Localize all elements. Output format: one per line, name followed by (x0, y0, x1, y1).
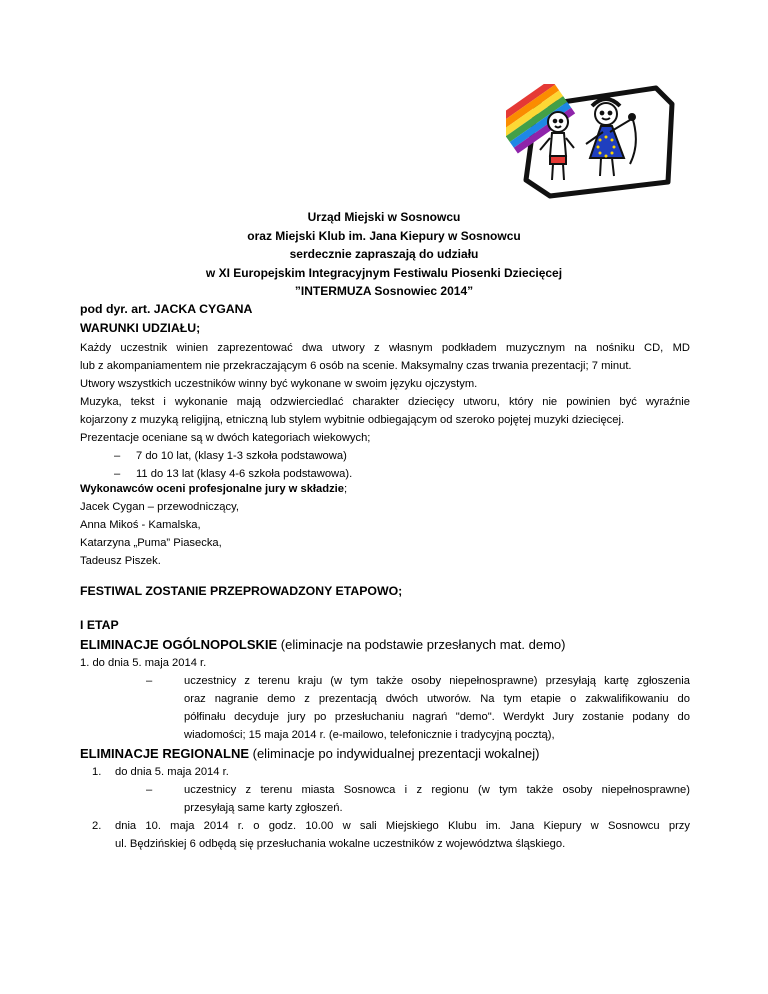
elimination-national-date: 1. do dnia 5. maja 2014 r. (80, 656, 207, 669)
conditions-p3-line-1: Muzyka, tekst i wykonanie mają odzwierciedlać charakter dziecięcy utworu, który nie powinien być wyraźnie (80, 396, 690, 408)
header-line-1: Urząd Miejski w Sosnowcu (307, 210, 461, 224)
elimination-regional-point-1 (80, 763, 690, 781)
list-number: 2. (92, 819, 102, 832)
category-label: 7 do 10 lat, (klasy 1-3 szkoła podstawowa) (136, 450, 347, 462)
conditions-paragraph-3 (80, 393, 690, 429)
jury-heading-text: Wykonawców oceni profesjonalne jury w składzie (80, 483, 345, 495)
conditions-p1-line-1: Każdy uczestnik winien zaprezentować dwa utwory z własnym podkładem muzycznym na nośniku CD, MD (80, 342, 690, 354)
category-item (80, 447, 690, 465)
dash-marker: – (146, 674, 153, 687)
header-line-5: ”INTERMUZA Sosnowiec 2014” (294, 284, 474, 298)
jury-member: Jacek Cygan – przewodniczący, (80, 501, 239, 513)
header-line-2: oraz Miejski Klub im. Jana Kiepury w Sosnowcu (247, 228, 521, 243)
elimination-regional-line: ul. Będzińskiej 6 odbędą się przesłuchania wokalne uczestników z województwa śląskiego. (115, 837, 566, 850)
elimination-national-line: uczestnicy z terenu kraju (w tym także osoby niepełnosprawne) przesyłają kartę zgłoszenia (184, 674, 690, 687)
festival-heading: FESTIWAL ZOSTANIE PRZEPROWADZONY ETAPOWO; (80, 584, 403, 598)
elimination-national-title: ELIMINACJE OGÓLNOPOLSKIE (80, 636, 278, 652)
elimination-regional-line: dnia 10. maja 2014 r. o godz. 10.00 w sali Miejskiego Klubu im. Jana Kiepury w Sosnowcu przy (115, 819, 690, 832)
dash-marker: – (114, 450, 121, 462)
invitation-header (0, 208, 768, 301)
header-line-3: serdecznie zapraszają do udziału (289, 247, 479, 261)
elimination-national-line: wiadomości; 15 maja 2014 r. (e-mailowo, telefonicznie i tradycyjną pocztą), (184, 728, 555, 741)
elimination-regional-item (80, 781, 690, 817)
elimination-regional-title: ELIMINACJE REGIONALNE (80, 745, 250, 761)
elimination-national-subtitle: (eliminacje na podstawie przesłanych mat. demo) (277, 636, 566, 652)
conditions-p3-line-2: kojarzony z muzyką religijną, etniczną lub stylem wybitnie odbiegającym od szeroko pojętej muzyki dziecięcej. (80, 414, 625, 426)
list-number: 1. (92, 765, 102, 778)
conditions-paragraph-1 (80, 339, 690, 375)
elimination-national-heading (80, 635, 690, 654)
elimination-regional-line: przesyłają same karty zgłoszeń. (184, 801, 343, 814)
stage-1-section (80, 616, 690, 853)
director-line: pod dyr. art. JACKA CYGANA (80, 302, 253, 316)
elimination-regional-point-2 (80, 817, 690, 853)
jury-member: Anna Mikoś - Kamalska, (80, 519, 201, 531)
header-line-4: w XI Europejskim Integracyjnym Festiwalu Piosenki Dziecięcej (205, 265, 563, 280)
jury-member: Tadeusz Piszek. (80, 555, 161, 567)
elimination-regional-heading (80, 744, 690, 763)
elimination-national-item (80, 672, 690, 744)
conditions-section (80, 300, 690, 483)
category-label: 11 do 13 lat (klasy 4-6 szkoła podstawowa). (136, 468, 353, 480)
elimination-regional-subtitle: (eliminacje po indywidualnej prezentacji wokalnej) (249, 745, 540, 761)
jury-member: Katarzyna „Puma” Piasecka, (80, 537, 222, 549)
dash-marker: – (114, 468, 121, 480)
conditions-paragraph-2: Utwory wszystkich uczestników winny być wykonane w swoim języku ojczystym. (80, 378, 478, 390)
jury-heading (80, 480, 690, 498)
jury-section (80, 480, 690, 570)
conditions-p1-line-2: lub z akompaniamentem nie przekraczającym 6 osób na scenie. Maksymalny czas trwania prezentacji; 7 minut. (80, 360, 632, 372)
elimination-national-line: oraz nagranie demo z prezentacją dwóch utworów. Na tym etapie o zakwalifikowaniu do (184, 692, 690, 705)
festival-logo (506, 84, 678, 200)
conditions-paragraph-4: Prezentacje oceniane są w dwóch kategoriach wiekowych; (80, 432, 371, 444)
stage-title: I ETAP (80, 618, 119, 632)
elimination-regional-line: uczestnicy z terenu miasta Sosnowca i z regionu (w tym także osoby niepełnosprawne) (184, 783, 690, 796)
jury-heading-suffix: ; (344, 483, 348, 495)
dash-marker: – (146, 783, 153, 796)
elimination-national-line: półfinału decyduje jury po przesłuchaniu nagrań "demo". Werdykt Jury zostanie podany do (184, 710, 690, 723)
conditions-heading: WARUNKI UDZIAŁU; (80, 320, 201, 335)
elimination-regional-date: do dnia 5. maja 2014 r. (115, 765, 229, 778)
